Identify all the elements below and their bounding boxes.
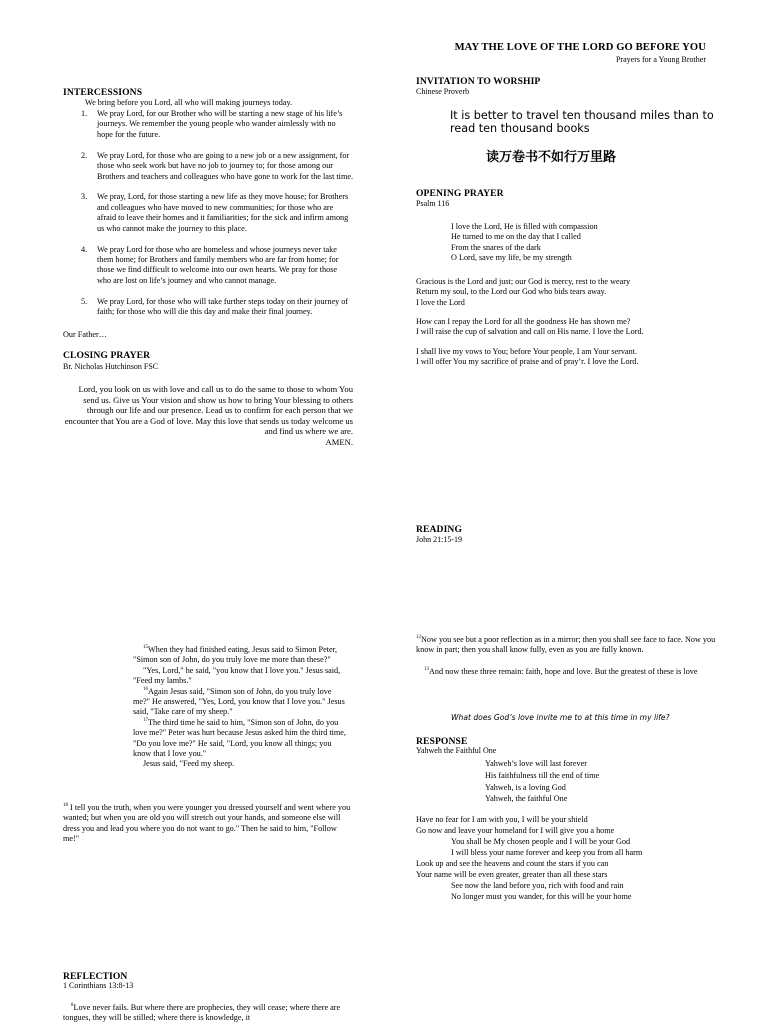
opening-stanza-3: How can I repay the Lord for all the goodness He has shown me? I will raise the cup of salvation and call on His name. I love the Lord. — [416, 317, 644, 337]
opening-stanza-4: I shall live my vows to You; before Your people, I am Your servant. I will offer You my sacrifice of praise and of pray’r. I love the Lord. — [416, 347, 639, 367]
intercessions-heading: INTERCESSIONS — [63, 87, 143, 98]
corinthians-passage: $^{12}$Now you see but a poor reflection as in a mirror; then you shall see face to face. Now you know in part; then you shall know fully, even as you are fully known. $^{13}$And now these three remain: faith, hope and love. But the greatest of these is love — [416, 635, 716, 676]
response-chorus: Yahweh’s love will last forever His faithfulness till the end of time Yahweh, is a loving God Yahweh, the faithful One — [485, 759, 600, 804]
reflection-passage: $^8$Love never fails. But where there are prophecies, they will cease; where there are tongues, they will be stilled; where there is knowledge, it — [63, 1003, 341, 1023]
invitation-source: Chinese Proverb — [416, 87, 470, 96]
proverb-chinese: 读万卷书不如行万里路 — [486, 150, 617, 165]
list-item: 5. We pray Lord, for those who will take further steps today on their journey of faith; for those who will die this day and make their final journey. — [81, 296, 349, 317]
response-heading: RESPONSE — [416, 736, 468, 747]
reflection-heading: REFLECTION — [63, 971, 128, 982]
page-title: MAY THE LOVE OF THE LORD GO BEFORE YOU — [454, 42, 706, 53]
response-source: Yahweh the Faithful One — [416, 746, 497, 755]
list-item: 3. We pray, Lord, for those starting a new life as they move house; for Brothers and colleagues who have moved to new communities; for those who are afraid to leave their homes and it familiarities; for the sick and infirm among us who cannot make the journey to this place. — [81, 192, 349, 233]
response-verse: Have no fear for I am with you, I will be your shield Go now and leave your homeland for I will give you a home You shall be My chosen people and I will be your God I will bless your name forever and keep you from all harm Look up and see the heavens and count the stars if you can Your name will be even greater, greater than all these stars See now the land before you, rich with food and rain No longer must you wander, for this will be your home — [416, 815, 643, 901]
invitation-heading: INVITATION TO WORSHIP — [416, 76, 541, 87]
list-item: 4. We pray Lord for those who are homeless and whose journeys never take them home; for Brothers and family members who are far from home; for those we find difficult to welcome into our own hearts. We pray for those who are lost on life’s journey and who cannot manage. — [81, 244, 339, 285]
reflection-source: 1 Corinthians 13:8-13 — [63, 981, 134, 990]
intercessions-intro: We bring before you Lord, all who will making journeys today. — [85, 98, 293, 107]
opening-stanza-2: Gracious is the Lord and just; our God is mercy, rest to the weary Return my soul, to the Lord our God who bids tears away. I love the Lord — [416, 277, 631, 307]
closing-prayer-amen: AMEN. — [325, 436, 353, 447]
reflection-question: What does God’s love invite me to at this time in my life? — [451, 713, 670, 722]
opening-prayer-source: Psalm 116 — [416, 199, 450, 208]
closing-prayer-author: Br. Nicholas Hutchinson FSC — [63, 362, 159, 371]
proverb-english: It is better to travel ten thousand miles than to read ten thousand books — [450, 109, 714, 136]
reading-source: John 21:15-19 — [416, 535, 462, 544]
intercessions-list — [63, 109, 353, 328]
opening-prayer-heading: OPENING PRAYER — [416, 188, 504, 199]
our-father: Our Father… — [63, 330, 107, 339]
closing-prayer-heading: CLOSING PRAYER — [63, 350, 151, 361]
opening-stanza-1: I love the Lord, He is filled with compassion He turned to me on the day that I called From the snares of the dark O Lord, save my life, be my strength — [451, 222, 598, 263]
closing-prayer-text: Lord, you look on us with love and call us to do the same to those to whom You send us. Give us Your vision and show us how to bring Your blessing to others through our life and our presence. Lead us to confirm for each person that we encounter that You are a God of love. May this love that sends us today welcome us and find us where we are. — [64, 384, 353, 437]
gospel-verse-18: $^{18}$ I tell you the truth, when you were younger you dressed yourself and went where you wanted; but when you are old you will stretch out your hands, and someone else will dress you and lead you where you do not want to go." Then he said to him, "Follow me!" — [63, 803, 351, 844]
list-item: 1. We pray Lord, for our Brother who will be starting a new stage of his life’s journeys. We remember the young people who wander aimlessly with no hope for the future. — [81, 109, 343, 139]
list-item: 2. We pray Lord, for those who are going to a new job or a new assignment, for those who seek work but have no job to journey to; for those among our Brothers and teachers and colleagues who have gone to work for the last time. — [81, 150, 354, 181]
gospel-passage: $^{15}$When they had finished eating, Jesus said to Simon Peter, "Simon son of John, do you truly love me more than these?" "Yes, Lord," he said, "you know that I love you." Jesus said, "Feed my lambs." $^{16}$Again Jesus said, "Simon son of John, do you truly love me?" He answered, "Yes, Lord, you know that I love you." Jesus said, "Take care of my sheep." $^{17}$The third time he said to him, "Simon son of John, do you love me?" Peter was hurt because Jesus asked him the third time, "Do you love me?" He said, "Lord, you know all things; you know that I love you." Jesus said, "Feed my sheep. — [133, 645, 346, 769]
reading-heading: READING — [416, 524, 463, 535]
page-subtitle: Prayers for a Young Brother — [616, 55, 706, 64]
